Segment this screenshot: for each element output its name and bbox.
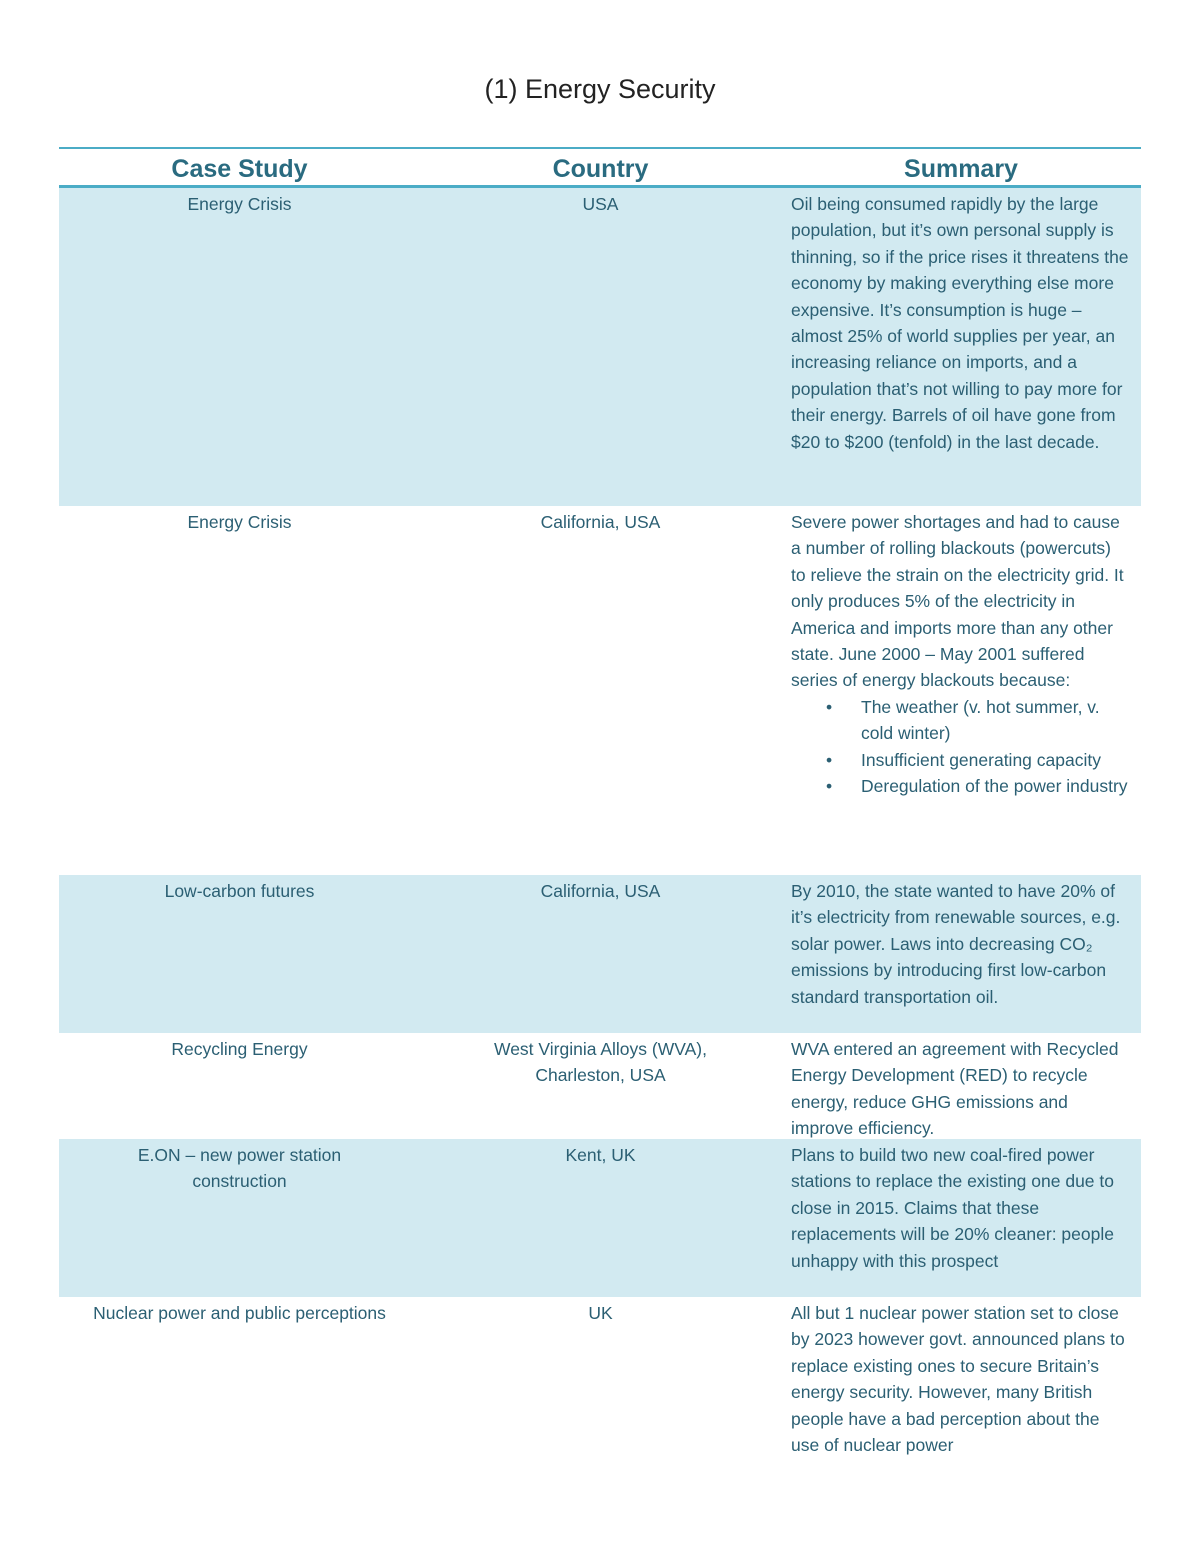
country-cell: UK — [588, 1303, 613, 1323]
summary-bullet-list — [791, 694, 1129, 800]
case-study-table — [59, 147, 1141, 1487]
table-row — [59, 188, 1141, 506]
bullet-item: • Insufficient generating capacity — [861, 747, 1129, 773]
case-study-cell: E.ON – new power station construction — [137, 1145, 342, 1192]
country-cell: California, USA — [540, 881, 661, 901]
case-study-cell: Energy Crisis — [187, 512, 292, 532]
bullet-item: • Deregulation of the power industry — [861, 773, 1129, 799]
country-cell: Kent, UK — [565, 1145, 636, 1165]
country-cell: USA — [582, 194, 619, 214]
table-row — [59, 1139, 1141, 1297]
case-study-cell: Energy Crisis — [187, 194, 292, 214]
summary-cell: By 2010, the state wanted to have 20% of it’s electricity from renewable sources, e.g. solar power. Laws into decreasing CO₂ emissions by introducing first low-carbon standard transportation oil. — [791, 881, 1121, 1007]
summary-cell: Plans to build two new coal-fired power stations to replace the existing one due to close in 2015. Claims that these replacements will be 20% cleaner: people unhappy with this prospect — [791, 1145, 1114, 1271]
header-summary: Summary — [904, 155, 1018, 183]
table-row — [59, 1033, 1141, 1139]
bullet-item: • The weather (v. hot summer, v. cold winter) — [861, 694, 1129, 747]
summary-text: Severe power shortages and had to cause a number of rolling blackouts (powercuts) to relieve the strain on the electricity grid. It only produces 5% of the electricity in America and imports more than any other state. June 2000 – May 2001 suffered series of energy blackouts because: — [791, 512, 1124, 691]
country-cell: West Virginia Alloys (WVA), Charleston, USA — [494, 1039, 707, 1086]
case-study-cell: Low-carbon futures — [164, 881, 315, 901]
table-row — [59, 506, 1141, 875]
summary-cell: All but 1 nuclear power station set to close by 2023 however govt. announced plans to replace existing ones to secure Britain’s energy security. However, many British people have a bad perception about the use of nuclear power — [791, 1303, 1125, 1456]
page-title: (1) Energy Security — [484, 74, 716, 104]
table-row — [59, 875, 1141, 1033]
header-country: Country — [552, 155, 649, 183]
case-study-cell: Nuclear power and public perceptions — [93, 1303, 386, 1323]
header-case-study: Case Study — [171, 155, 308, 183]
case-study-cell: Recycling Energy — [171, 1039, 308, 1059]
table-header-row — [59, 149, 1141, 188]
table-row — [59, 1297, 1141, 1487]
summary-cell: WVA entered an agreement with Recycled Energy Development (RED) to recycle energy, reduce GHG emissions and improve efficiency. — [791, 1039, 1119, 1139]
summary-cell — [781, 506, 1141, 875]
summary-cell: Oil being consumed rapidly by the large population, but it’s own personal supply is thinning, so if the price rises it threatens the economy by making everything else more expensive. It’s consumption is huge – almost 25% of world supplies per year, an increasing reliance on imports, and a population that’s not willing to pay more for their energy. Barrels of oil have gone from $20 to $200 (tenfold) in the last decade. — [791, 194, 1129, 452]
country-cell: California, USA — [540, 512, 661, 532]
